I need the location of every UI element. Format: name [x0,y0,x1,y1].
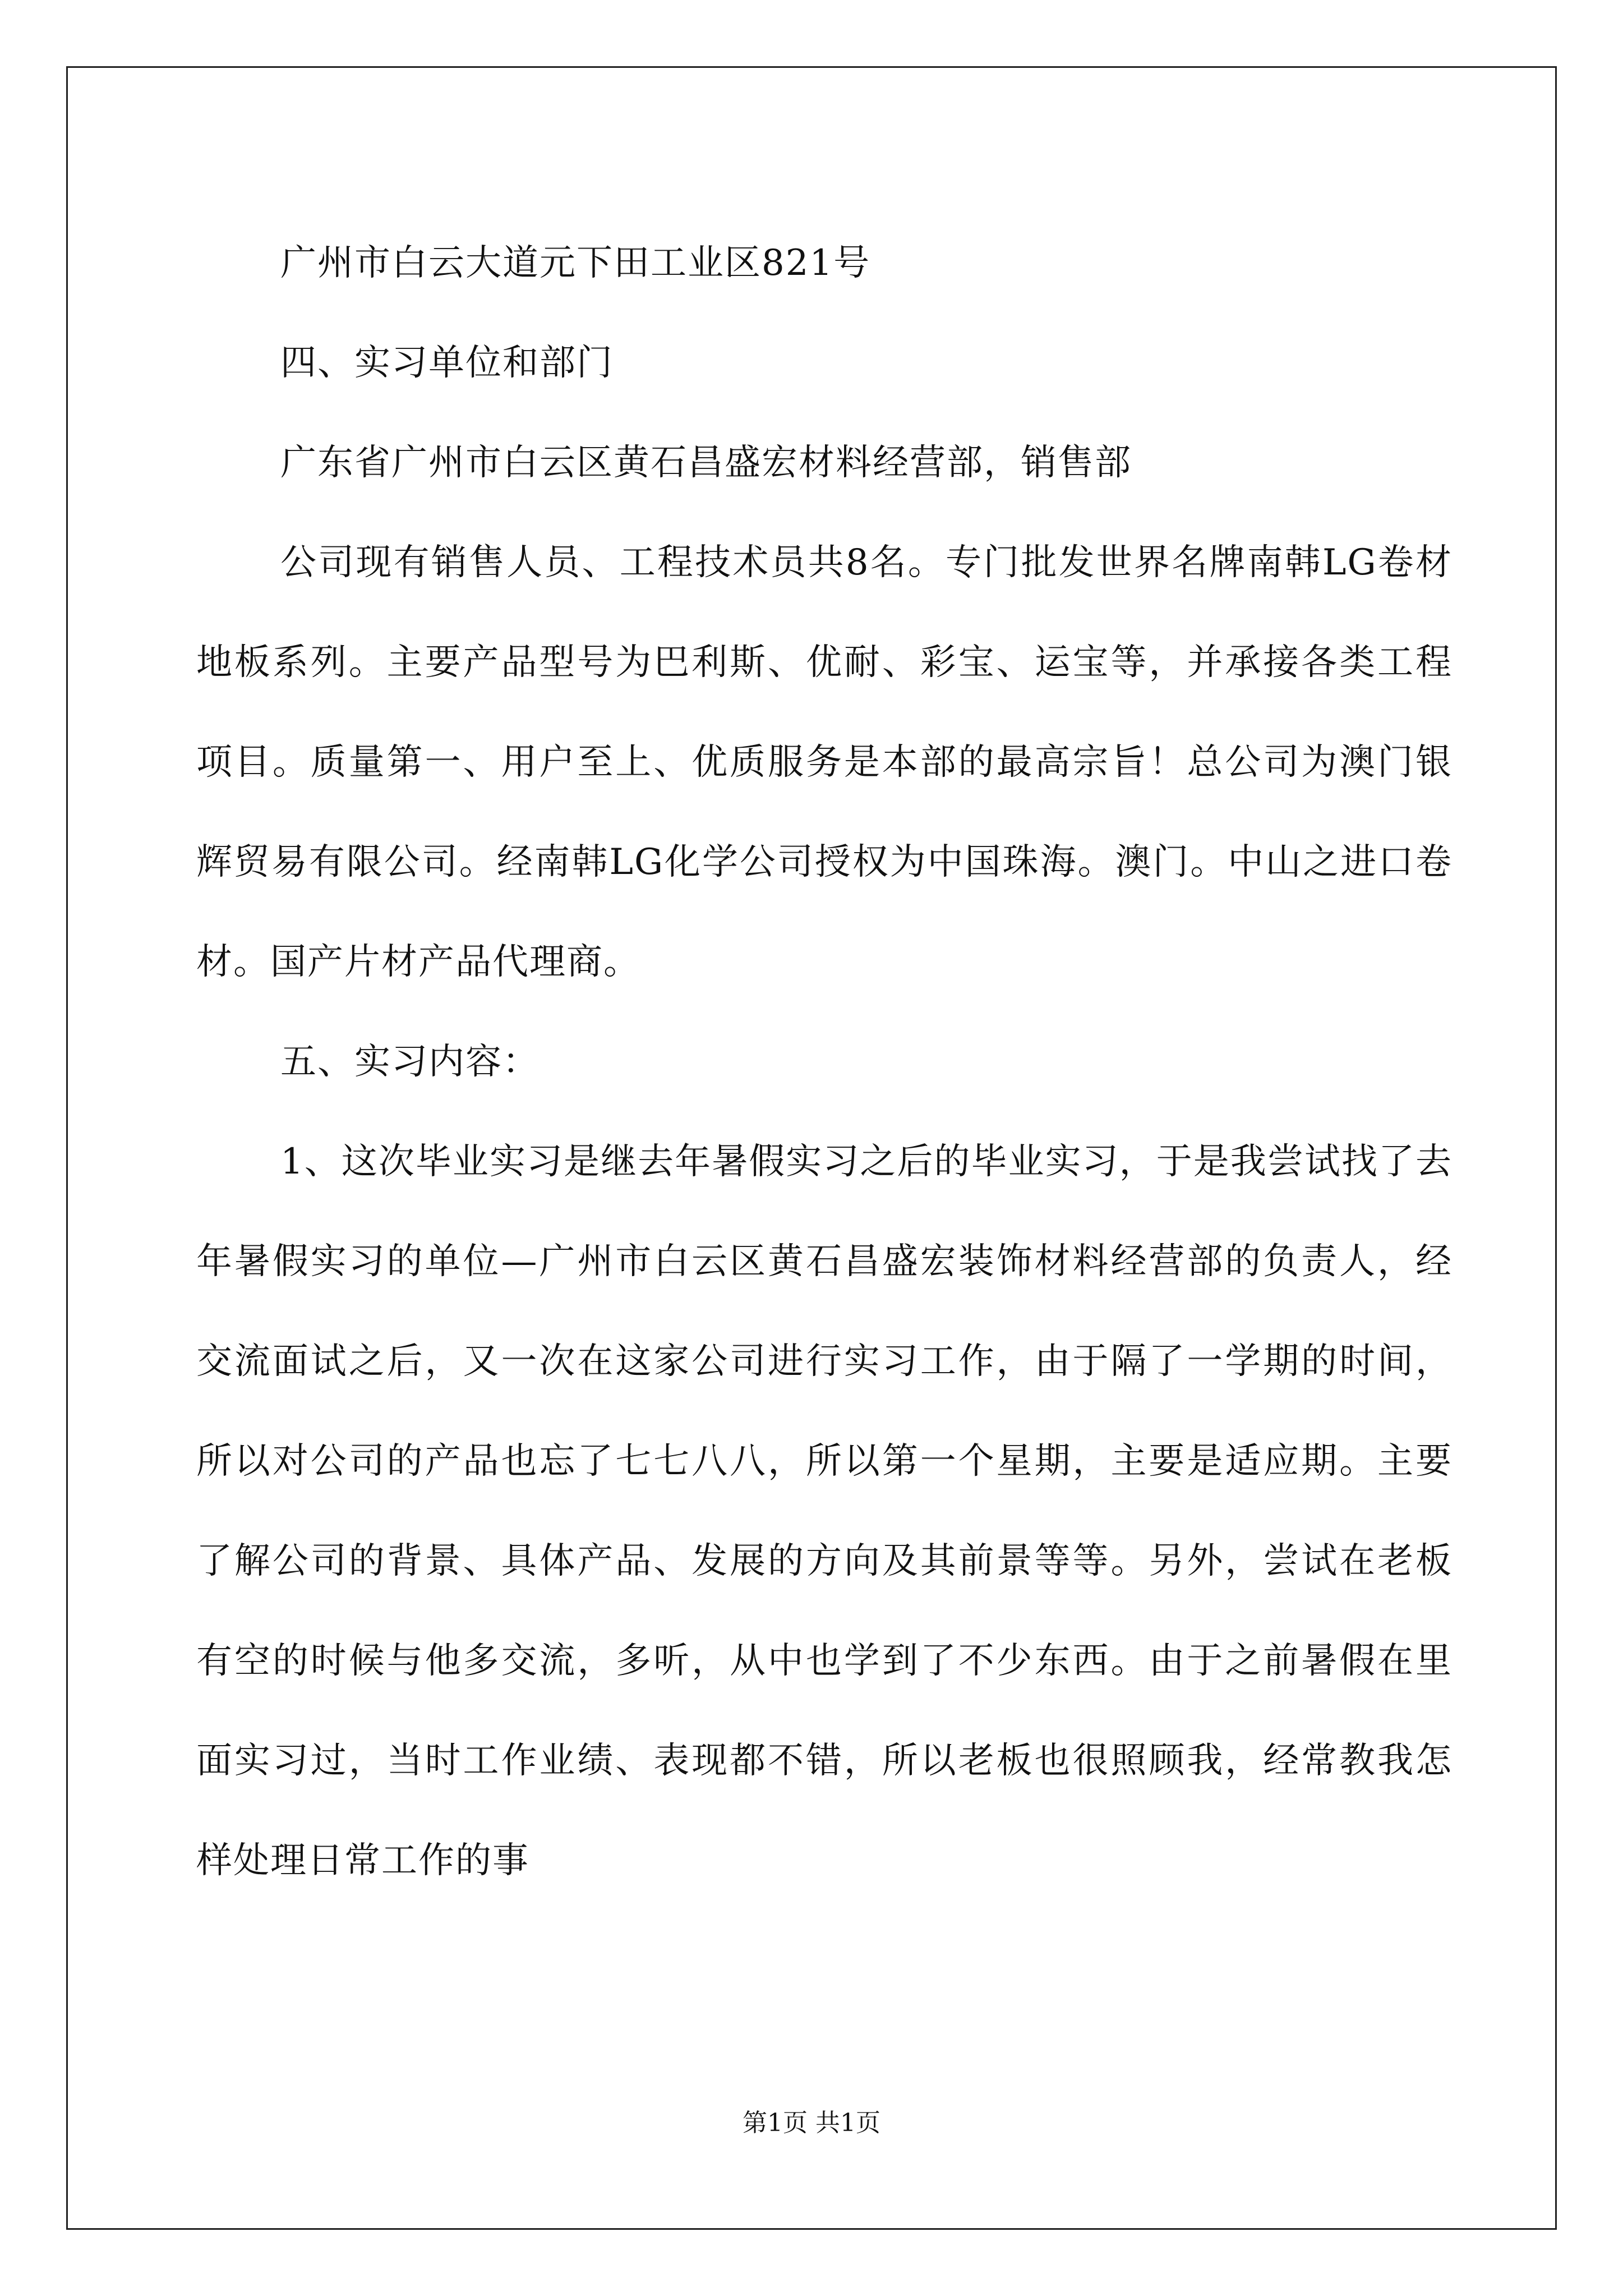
paragraph-company-intro: 公司现有销售人员、工程技术员共8名。专门批发世界名牌南韩LG卷材地板系列。主要产品型号为巴利斯、优耐、彩宝、运宝等，并承接各类工程项目。质量第一、用户至上、优质服务是本部的最高宗旨！总公司为澳门银辉贸易有限公司。经南韩LG化学公司授权为中国珠海。澳门。中山之进口卷材。国产片材产品代理商。 [196,542,1453,983]
paragraph-unit-name: 广东省广州市白云区黄石昌盛宏材料经营部，销售部 [280,442,1132,484]
paragraph-address: 广州市白云大道元下田工业区821号 [280,242,871,284]
document-body [196,213,1453,1911]
paragraph-internship-detail: 1、这次毕业实习是继去年暑假实习之后的毕业实习，于是我尝试找了去年暑假实习的单位—广州市白云区黄石昌盛宏装饰材料经营部的负责人，经交流面试之后，又一次在这家公司进行实习工作，由于隔了一学期的时间，所以对公司的产品也忘了七七八八，所以第一个星期，主要是适应期。主要了解公司的背景、具体产品、发展的方向及其前景等等。另外，尝试在老板有空的时候与他多交流，多听，从中也学到了不少东西。由于之前暑假在里面实习过，当时工作业绩、表现都不错，所以老板也很照顾我，经常教我怎样处理日常工作的事 [196,1141,1453,1881]
page-footer: 第1页 共1页 [743,2109,880,2137]
heading-internship-content: 五、实习内容： [280,1041,540,1083]
heading-internship-unit: 四、实习单位和部门 [280,342,614,384]
